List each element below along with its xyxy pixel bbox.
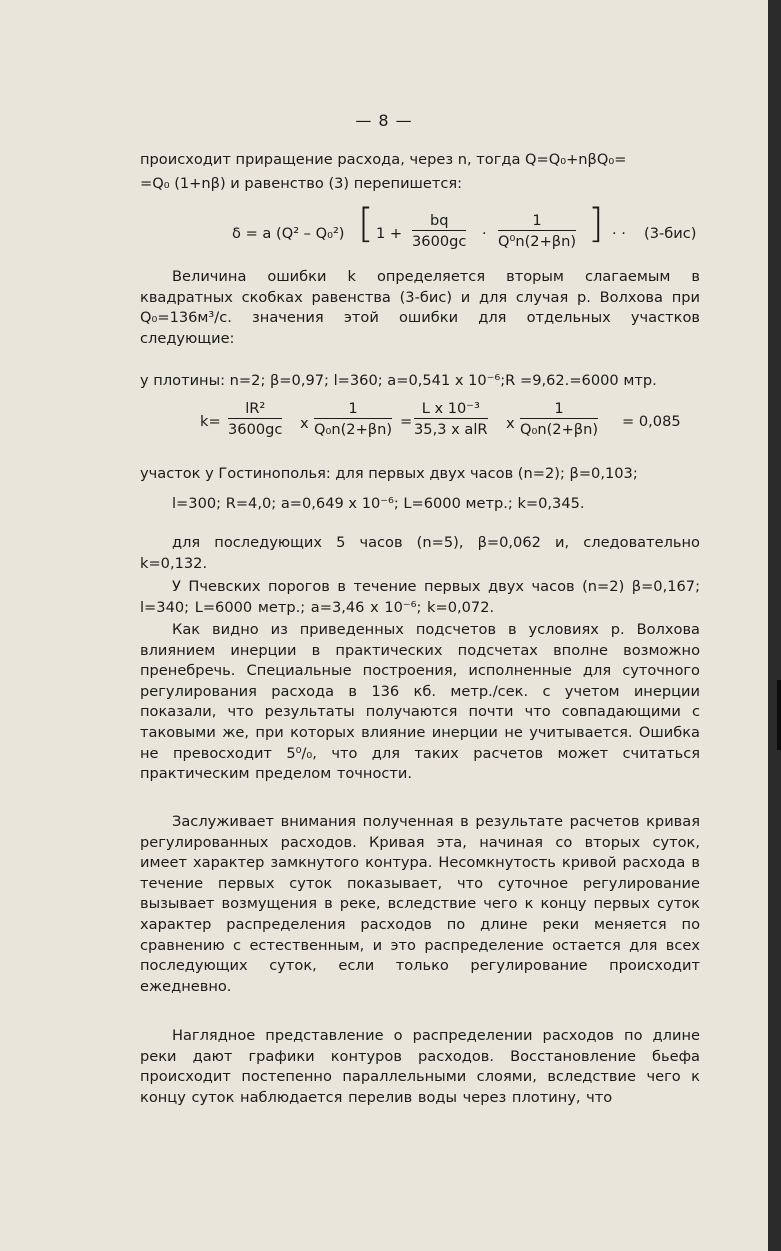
formula2-num-2: 1	[314, 400, 392, 419]
formula-k	[200, 396, 710, 452]
formula1-dots: · ·	[612, 225, 626, 242]
formula2-num-1: lR²	[228, 400, 282, 419]
formula2-den-3: 35,3 x alR	[414, 421, 488, 438]
formula1-dot: ·	[482, 225, 487, 242]
paragraph-graphs: Наглядное представление о распределении расходов по длине реки дают графики контуров расходов. Восстановление бьефа происходит постепенно параллельными слоями, вследствие чего к концу суток наблюдается перелив воды через плотину, что	[140, 1027, 700, 1106]
formula1-lhs: δ = a (Q² – Q₀²)	[232, 225, 345, 242]
formula1-frac-2	[498, 212, 576, 250]
formula1-label: (3-бис)	[644, 225, 697, 242]
formula2-den-4: Q₀n(2+βn)	[520, 421, 599, 438]
formula2-frac-4	[520, 400, 598, 438]
formula2-equals: =	[400, 413, 413, 430]
formula1-one: 1 +	[376, 225, 403, 242]
gostinopolye-values: l=300; R=4,0; a=0,649 x 10⁻⁶; L=6000 метр.; k=0,345.	[172, 495, 585, 512]
formula2-den-1: 3600gc	[228, 421, 283, 438]
formula2-frac-2	[314, 400, 392, 438]
formula1-open-bracket: [	[358, 201, 374, 247]
formula2-num-4: 1	[520, 400, 598, 419]
paragraph-next-5-hours: для последующих 5 часов (n=5), β=0,062 и, следовательно k=0,132.	[140, 534, 700, 572]
scan-edge-mark	[777, 680, 781, 750]
formula2-result: = 0,085	[622, 413, 681, 430]
formula-3-bis	[232, 201, 712, 264]
gostinopolye-line: участок у Гостинополья: для первых двух часов (n=2); β=0,103;	[140, 465, 638, 482]
formula1-frac-1	[412, 212, 466, 250]
intro-line-2: =Q₀ (1+nβ) и равенство (3) перепишется:	[140, 175, 463, 192]
scan-edge	[768, 0, 781, 1251]
formula2-frac-1	[228, 400, 282, 438]
paragraph-error: Величина ошибки k определяется вторым слагаемым в квадратных скобках равенства (3-бис) и для случая р. Волхова при Q₀=136м³/с. значения этой ошибки для отдельных участков следующие:	[140, 268, 700, 347]
formula1-num-1: bq	[412, 212, 466, 231]
formula2-x-2: x	[506, 415, 515, 432]
formula2-k: k=	[200, 413, 221, 430]
page-number: — 8 —	[355, 111, 413, 130]
formula2-num-3: L x 10⁻³	[414, 400, 488, 419]
formula2-x-1: x	[300, 415, 309, 432]
formula1-den-1: 3600gc	[412, 233, 467, 250]
formula2-den-2: Q₀n(2+βn)	[314, 421, 393, 438]
formula1-close-bracket: ]	[588, 201, 604, 247]
intro-line-1: происходит приращение расхода, через n, тогда Q=Q₀+nβQ₀=	[140, 151, 627, 168]
formula2-frac-3	[414, 400, 488, 438]
formula1-den-2: Q⁰n(2+βn)	[498, 233, 577, 250]
paragraph-inertia: Как видно из приведенных подсчетов в условиях р. Волхова влиянием инерции в практических подсчетах вполне возможно пренебречь. Специальные построения, исполненные для суточного регулирования расхода в 136 кб. метр./сек. с учетом инерции показали, что результаты получаются почти что совпадающими с таковыми же, при которых влияние инерции не учитывается. Ошибка не превосходит 5⁰/₀, что для таких расчетов может считаться практическим пределом точности.	[140, 621, 700, 783]
paragraph-pchevsk: У Пчевских порогов в течение первых двух часов (n=2) β=0,167; l=340; L=6000 метр.; a=3,46 x 10⁻⁶; k=0,072.	[140, 578, 700, 616]
dam-line: у плотины: n=2; β=0,97; l=360; a=0,541 x 10⁻⁶;R =9,62.=6000 мтр.	[140, 372, 657, 389]
paragraph-curve: Заслуживает внимания полученная в результате расчетов кривая регулированных расходов. Кривая эта, начиная со вторых суток, имеет характер замкнутого контура. Несомкнутость кривой расхода в течение первых суток показывает, что суточное регулирование вызывает возмущения в реке, вследствие чего к концу первых суток характер распределения расходов по длине реки меняется по сравнению с естественным, и это распределение остается для всех последующих суток, если только регулирование происходит ежедневно.	[140, 813, 700, 995]
formula1-num-2: 1	[498, 212, 576, 231]
